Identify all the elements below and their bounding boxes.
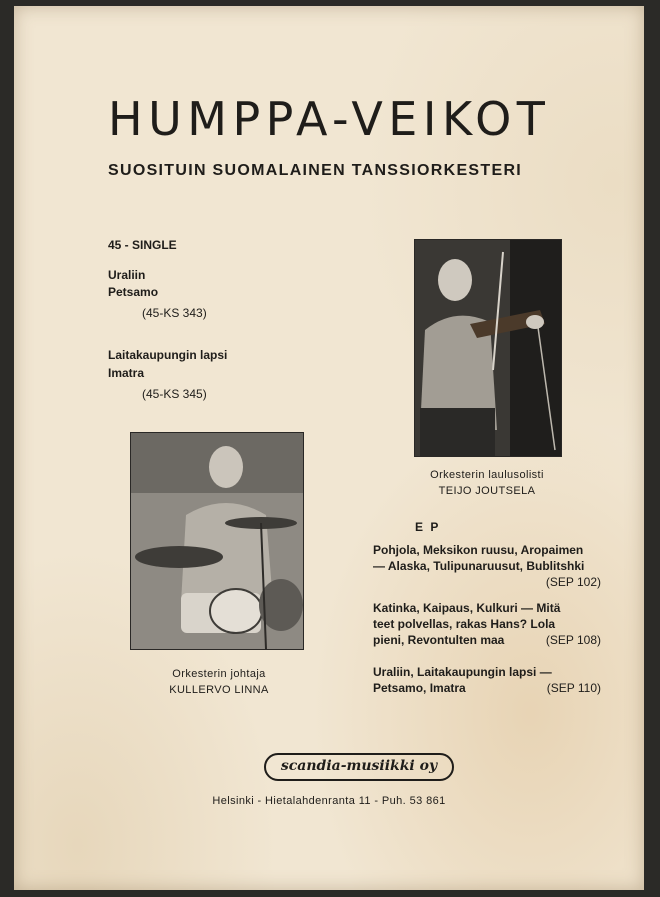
ep-item-3: [373, 664, 601, 696]
single-2-title: Laitakaupungin lapsi: [108, 348, 228, 362]
violinist-caption: [390, 467, 584, 499]
ep-item-1: [373, 542, 601, 590]
ep-heading: E P: [415, 520, 441, 534]
ep-2-line-2: teet polvellas, rakas Hans? Lola: [373, 617, 556, 631]
singles-heading: 45 - SINGLE: [108, 238, 177, 252]
drummer-name: KULLERVO LINNA: [169, 684, 269, 696]
single-1-b-side: Petsamo: [108, 285, 159, 299]
single-1-title: Uraliin: [108, 268, 146, 282]
drummer-illustration: [131, 433, 303, 649]
ep-2-line-3: pieni, Revontulten maa: [373, 633, 505, 647]
single-2-b-side: Imatra: [108, 366, 145, 380]
violinist-role: Orkesterin laulusolisti: [430, 469, 544, 481]
ep-2-catalog: (SEP 108): [545, 633, 601, 647]
drummer-caption: [124, 666, 314, 698]
drummer-role: Orkesterin johtaja: [172, 668, 266, 680]
page-subtitle: SUOSITUIN SUOMALAINEN TANSSIORKESTERI: [108, 162, 523, 179]
violinist-name: TEIJO JOUTSELA: [438, 485, 536, 497]
ep-2-line-1: Katinka, Kaipaus, Kulkuri — Mitä: [373, 601, 561, 615]
publisher-logo: scandia-musiikki oy: [264, 753, 454, 781]
violinist-photo: [414, 239, 562, 457]
page-title: HUMPPA-VEIKOT: [108, 92, 551, 146]
ep-1-line-2: — Alaska, Tulipunaruusut, Bublitshki: [373, 559, 585, 573]
ep-3-catalog: (SEP 110): [546, 681, 601, 695]
ep-1-line-1: Pohjola, Meksikon ruusu, Aropaimen: [373, 543, 584, 557]
publisher-address: Helsinki - Hietalahdenranta 11 - Puh. 53 861: [212, 795, 446, 807]
violinist-illustration: [415, 240, 561, 456]
single-2-catalog: (45-KS 345): [142, 387, 207, 401]
page-sheet: [14, 6, 644, 890]
ep-1-catalog: (SEP 102): [545, 575, 601, 589]
ep-3-line-1: Uraliin, Laitakaupungin lapsi —: [373, 665, 552, 679]
drummer-photo: [130, 432, 304, 650]
single-1-catalog: (45-KS 343): [142, 306, 207, 320]
ep-item-2: [373, 600, 601, 648]
ep-3-line-2: Petsamo, Imatra: [373, 681, 466, 695]
